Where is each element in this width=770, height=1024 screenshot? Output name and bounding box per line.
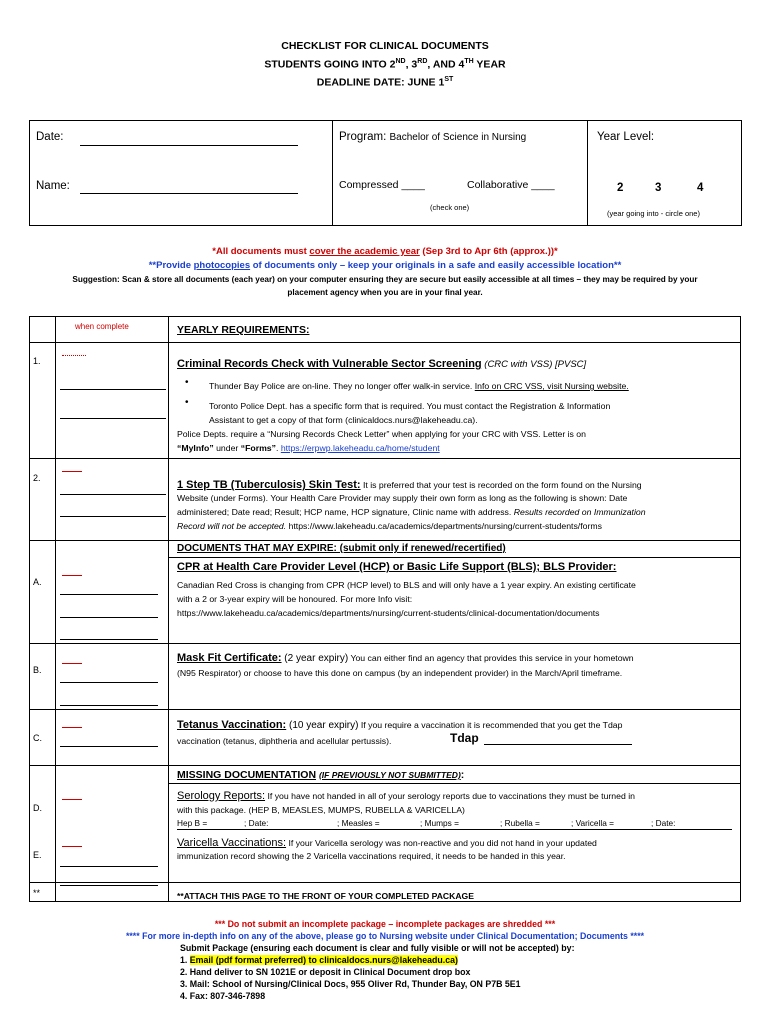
mask-complete-mark[interactable]	[62, 663, 82, 664]
cpr-complete-mark[interactable]	[62, 575, 82, 576]
item-number-2: 2.	[33, 473, 41, 483]
date-label: Date:	[36, 131, 64, 143]
mask-line-2: (N95 Respirator) or choose to have this done on campus (by an independent provider) in the March/April timeframe.	[177, 668, 623, 678]
email-option-highlight[interactable]: Email (pdf format preferred) to clinicaldocs.nurs@lakeheadu.ca)	[189, 955, 458, 965]
tdap-label: Tdap	[450, 731, 479, 745]
bullet-icon: •	[185, 377, 189, 388]
when-complete-label: when complete	[75, 322, 129, 331]
notice-suggestion-cont: placement agency when you are in your final year.	[287, 288, 483, 297]
serology-results-row[interactable]: Hep B = ; Date: ; Measles = ; Mumps = ; Rubella = ; Varicella = ; Date:	[177, 818, 732, 830]
crc-date-line-2[interactable]	[60, 418, 166, 419]
serology-line-2: with this package. (HEP B, MEASLES, MUMPS, RUBELLA & VARICELLA)	[177, 805, 465, 815]
crc-note-1: Police Depts. require a “Nursing Records Check Letter” when applying for your CRC with VSS. Letter is on	[177, 429, 586, 439]
crc-note-2: “MyInfo” under “Forms”. https://erpwp.lakeheadu.ca/home/student	[177, 443, 440, 453]
item-number-b: B.	[33, 665, 42, 675]
collaborative-option[interactable]: Collaborative ____	[467, 179, 555, 191]
tetanus-date-line[interactable]	[60, 746, 158, 747]
program-value: Bachelor of Science in Nursing	[389, 132, 527, 143]
footer-option-fax: 4. Fax: 807-346-7898	[180, 991, 266, 1001]
cpr-date-line-2[interactable]	[60, 617, 158, 618]
tb-date-line-1[interactable]	[60, 494, 166, 495]
crc-date-line-1[interactable]	[60, 389, 166, 390]
tb-line-4: Record will not be accepted. https://www.lakeheadu.ca/academics/departments/nursing/current-students/forms	[177, 521, 602, 531]
tb-line-3: administered; Date read; Result; HCP name, HCP signature, Clinic name with address. Results recorded on Immunization	[177, 507, 646, 517]
cpr-line-1: Canadian Red Cross is changing from CPR (HCP level) to BLS and will only have a 1 year expiry. An existing certificate	[177, 580, 636, 590]
year-option-2[interactable]: 2	[617, 182, 624, 194]
tdap-date-field[interactable]	[484, 744, 632, 745]
cpr-date-line-3[interactable]	[60, 639, 158, 640]
crc-complete-mark[interactable]	[62, 355, 86, 356]
footer-submit-instructions: Submit Package (ensuring each document is clear and fully visible or will not be accepted) by:	[180, 943, 575, 953]
footer-option-email: 1. Email (pdf format preferred) to clinicaldocs.nurs@lakeheadu.ca)	[180, 955, 458, 965]
footer-option-hand-deliver: 2. Hand deliver to SN 1021E or deposit in Clinical Document drop box	[180, 967, 471, 977]
item-number-c: C.	[33, 733, 42, 743]
varicella-date-line-2[interactable]	[60, 885, 158, 886]
year-note: (year going into - circle one)	[607, 209, 700, 218]
mask-date-line-1[interactable]	[60, 682, 158, 683]
check-one-note: (check one)	[430, 203, 470, 212]
notice-academic-year: *All documents must cover the academic year (Sep 3rd to Apr 6th (approx.))*	[212, 246, 558, 257]
info-box	[29, 120, 742, 226]
varicella-complete-mark[interactable]	[62, 846, 82, 847]
footer-incomplete-warning: *** Do not submit an incomplete package – incomplete packages are shredded ***	[214, 919, 556, 929]
expire-heading: DOCUMENTS THAT MAY EXPIRE: (submit only if renewed/recertified)	[177, 543, 506, 554]
item-number-1: 1.	[33, 356, 41, 366]
missing-heading: MISSING DOCUMENTATION (IF PREVIOUSLY NOT SUBMITTED):	[177, 769, 465, 781]
attach-marker: **	[33, 888, 41, 898]
crc-heading: Criminal Records Check with Vulnerable Sector Screening (CRC with VSS) [PVSC]	[177, 358, 587, 370]
crc-bullet-2b: Assistant to get a copy of that form (clinicaldocs.nurs@lakeheadu.ca).	[209, 415, 478, 425]
title-line-3: DEADLINE DATE: JUNE 1ST	[316, 76, 454, 89]
attach-instruction: **ATTACH THIS PAGE TO THE FRONT OF YOUR COMPLETED PACKAGE	[177, 891, 474, 901]
crc-info-link[interactable]: Info on CRC VSS, visit Nursing website.	[474, 381, 629, 391]
mask-date-line-2[interactable]	[60, 705, 158, 706]
tetanus-line-1: Tetanus Vaccination: (10 year expiry) If you require a vaccination it is recommended that you get the Tdap	[177, 719, 623, 731]
title-line-2: STUDENTS GOING INTO 2ND, 3RD, AND 4TH YEAR	[264, 58, 506, 71]
cpr-heading: CPR at Health Care Provider Level (HCP) or Basic Life Support (BLS); BLS Provider:	[177, 561, 617, 573]
mask-line-1: Mask Fit Certificate: (2 year expiry) You can either find an agency that provides this service in your hometown	[177, 652, 634, 664]
varicella-line-1: Varicella Vaccinations: If your Varicella serology was non-reactive and you did not hand in your updated	[177, 837, 597, 849]
name-field[interactable]	[80, 193, 298, 194]
serology-line-1: Serology Reports: If you have not handed in all of your serology reports due to vaccinations they must be turned in	[177, 790, 635, 802]
cpr-date-line-1[interactable]	[60, 594, 158, 595]
tb-complete-mark[interactable]	[62, 471, 82, 472]
date-field[interactable]	[80, 145, 298, 146]
footer-more-info: **** For more in-depth info on any of the above, please go to Nursing website under Clinical Documentation; Documents ****	[125, 931, 645, 941]
tetanus-line-2: vaccination (tetanus, diphtheria and acellular pertussis).	[177, 736, 392, 746]
varicella-date-line-1[interactable]	[60, 866, 158, 867]
tb-line-2: Website (under Forms). Your Health Care Provider may supply their own form as long as the following is shown: Date	[177, 493, 628, 503]
crc-bullet-1: Thunder Bay Police are on-line. They no longer offer walk-in service. Info on CRC VSS, visit Nursing website.	[209, 381, 629, 391]
yearly-requirements-heading: YEARLY REQUIREMENTS:	[177, 324, 310, 336]
year-level-label: Year Level:	[597, 131, 655, 143]
col-divider-2	[168, 316, 169, 902]
notice-suggestion: Suggestion: Scan & store all documents (each year) on your computer ensuring they are secure but easily accessible at all times – they may be required by your	[72, 275, 698, 284]
serology-complete-mark[interactable]	[62, 799, 82, 800]
item-number-a: A.	[33, 577, 42, 587]
col-divider-1	[55, 316, 56, 902]
program-label: Program: Bachelor of Science in Nursing	[339, 131, 527, 143]
bullet-icon: •	[185, 397, 189, 408]
item-number-e: E.	[33, 850, 42, 860]
tetanus-complete-mark[interactable]	[62, 727, 82, 728]
year-option-4[interactable]: 4	[697, 182, 704, 194]
varicella-line-2: immunization record showing the 2 Varicella vaccinations required, it needs to be handed in this year.	[177, 851, 566, 861]
footer-option-mail: 3. Mail: School of Nursing/Clinical Docs, 955 Oliver Rd, Thunder Bay, ON P7B 5E1	[180, 979, 521, 989]
year-option-3[interactable]: 3	[655, 182, 662, 194]
cpr-line-3: https://www.lakeheadu.ca/academics/departments/nursing/current-students/clinical-documentation/documents	[177, 608, 600, 618]
item-number-d: D.	[33, 803, 42, 813]
title-line-1: CHECKLIST FOR CLINICAL DOCUMENTS	[281, 40, 489, 52]
crc-bullet-2a: Toronto Police Dept. has a specific form that is required. You must contact the Registration & Information	[209, 401, 611, 411]
compressed-option[interactable]: Compressed ____	[339, 179, 425, 191]
myinfo-link[interactable]: https://erpwp.lakeheadu.ca/home/student	[280, 443, 440, 453]
name-label: Name:	[36, 180, 70, 192]
tb-date-line-2[interactable]	[60, 516, 166, 517]
tb-line-1: 1 Step TB (Tuberculosis) Skin Test: It is preferred that your test is recorded on the form found on the Nursing	[177, 479, 642, 491]
cpr-line-2: with a 2 or 3-year expiry will be honoured. For more Info visit:	[177, 594, 413, 604]
notice-photocopies: **Provide photocopies of documents only – keep your originals in a safe and easily accessible location**	[148, 260, 622, 271]
